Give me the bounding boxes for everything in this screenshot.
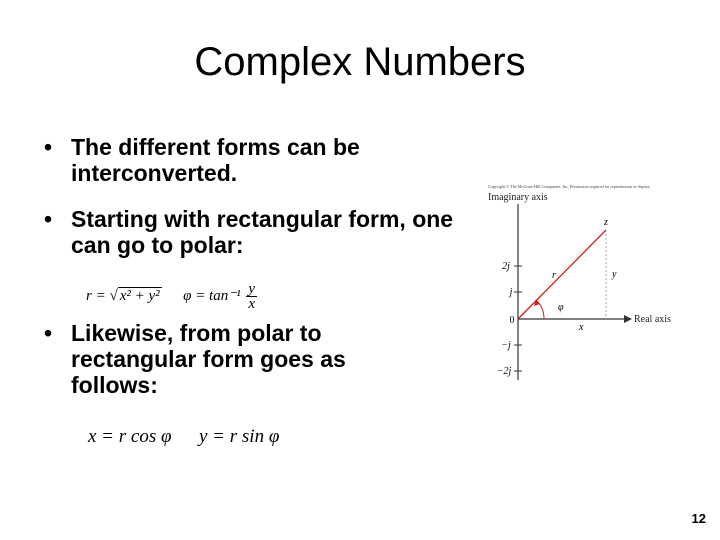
bullet-marker: •: [44, 206, 53, 232]
polar-equations: [86, 282, 257, 311]
imaginary-axis-label: Imaginary axis: [488, 192, 548, 203]
y-equation: y = r sin φ: [199, 426, 280, 447]
bullet-item: [40, 206, 490, 258]
bullet-text: Likewise, from polar to rectangular form goes as follows:: [71, 320, 346, 398]
angle-phi-label: φ: [558, 302, 564, 313]
tick-label: −j: [501, 340, 511, 351]
bullet-marker: •: [44, 320, 53, 346]
bullet-text: The different forms can be interconverted.: [71, 134, 360, 186]
r-radicand: x² + y²: [119, 287, 160, 304]
x-equation: x = r cos φ: [88, 426, 172, 447]
sqrt-sign: √: [109, 287, 118, 304]
y-label: y: [612, 269, 617, 280]
copyright-note: Copyright © The McGraw-Hill Companies, Inc. Permission required for reproduction or display.: [488, 184, 651, 189]
page-number: 12: [691, 511, 706, 526]
x-label: x: [579, 322, 584, 333]
real-axis-label: Real axis: [634, 314, 671, 325]
bullet-marker: •: [44, 134, 53, 160]
rectangular-equations: [88, 426, 279, 448]
tick-label: j: [509, 287, 513, 298]
bullet-item: [40, 134, 490, 186]
bullet-item: [40, 320, 490, 398]
complex-plane-diagram: [484, 180, 694, 390]
slide-title: Complex Numbers: [194, 40, 526, 84]
phi-numerator: y: [248, 281, 256, 297]
tick-label: −2j: [496, 366, 512, 377]
point-z-label: z: [604, 217, 608, 228]
tick-label: 2j: [502, 261, 510, 272]
r-label: r: [552, 270, 556, 281]
tick-label: 0: [509, 315, 515, 326]
real-axis-arrowhead: [624, 315, 632, 323]
bullet-text: Starting with rectangular form, one can go to polar:: [71, 206, 454, 258]
phi-denominator: x: [248, 296, 256, 312]
phi-fraction: [246, 282, 257, 311]
r-equation-lhs: r =: [86, 287, 110, 304]
phi-equation-lhs: φ = tan⁻¹: [183, 287, 241, 304]
